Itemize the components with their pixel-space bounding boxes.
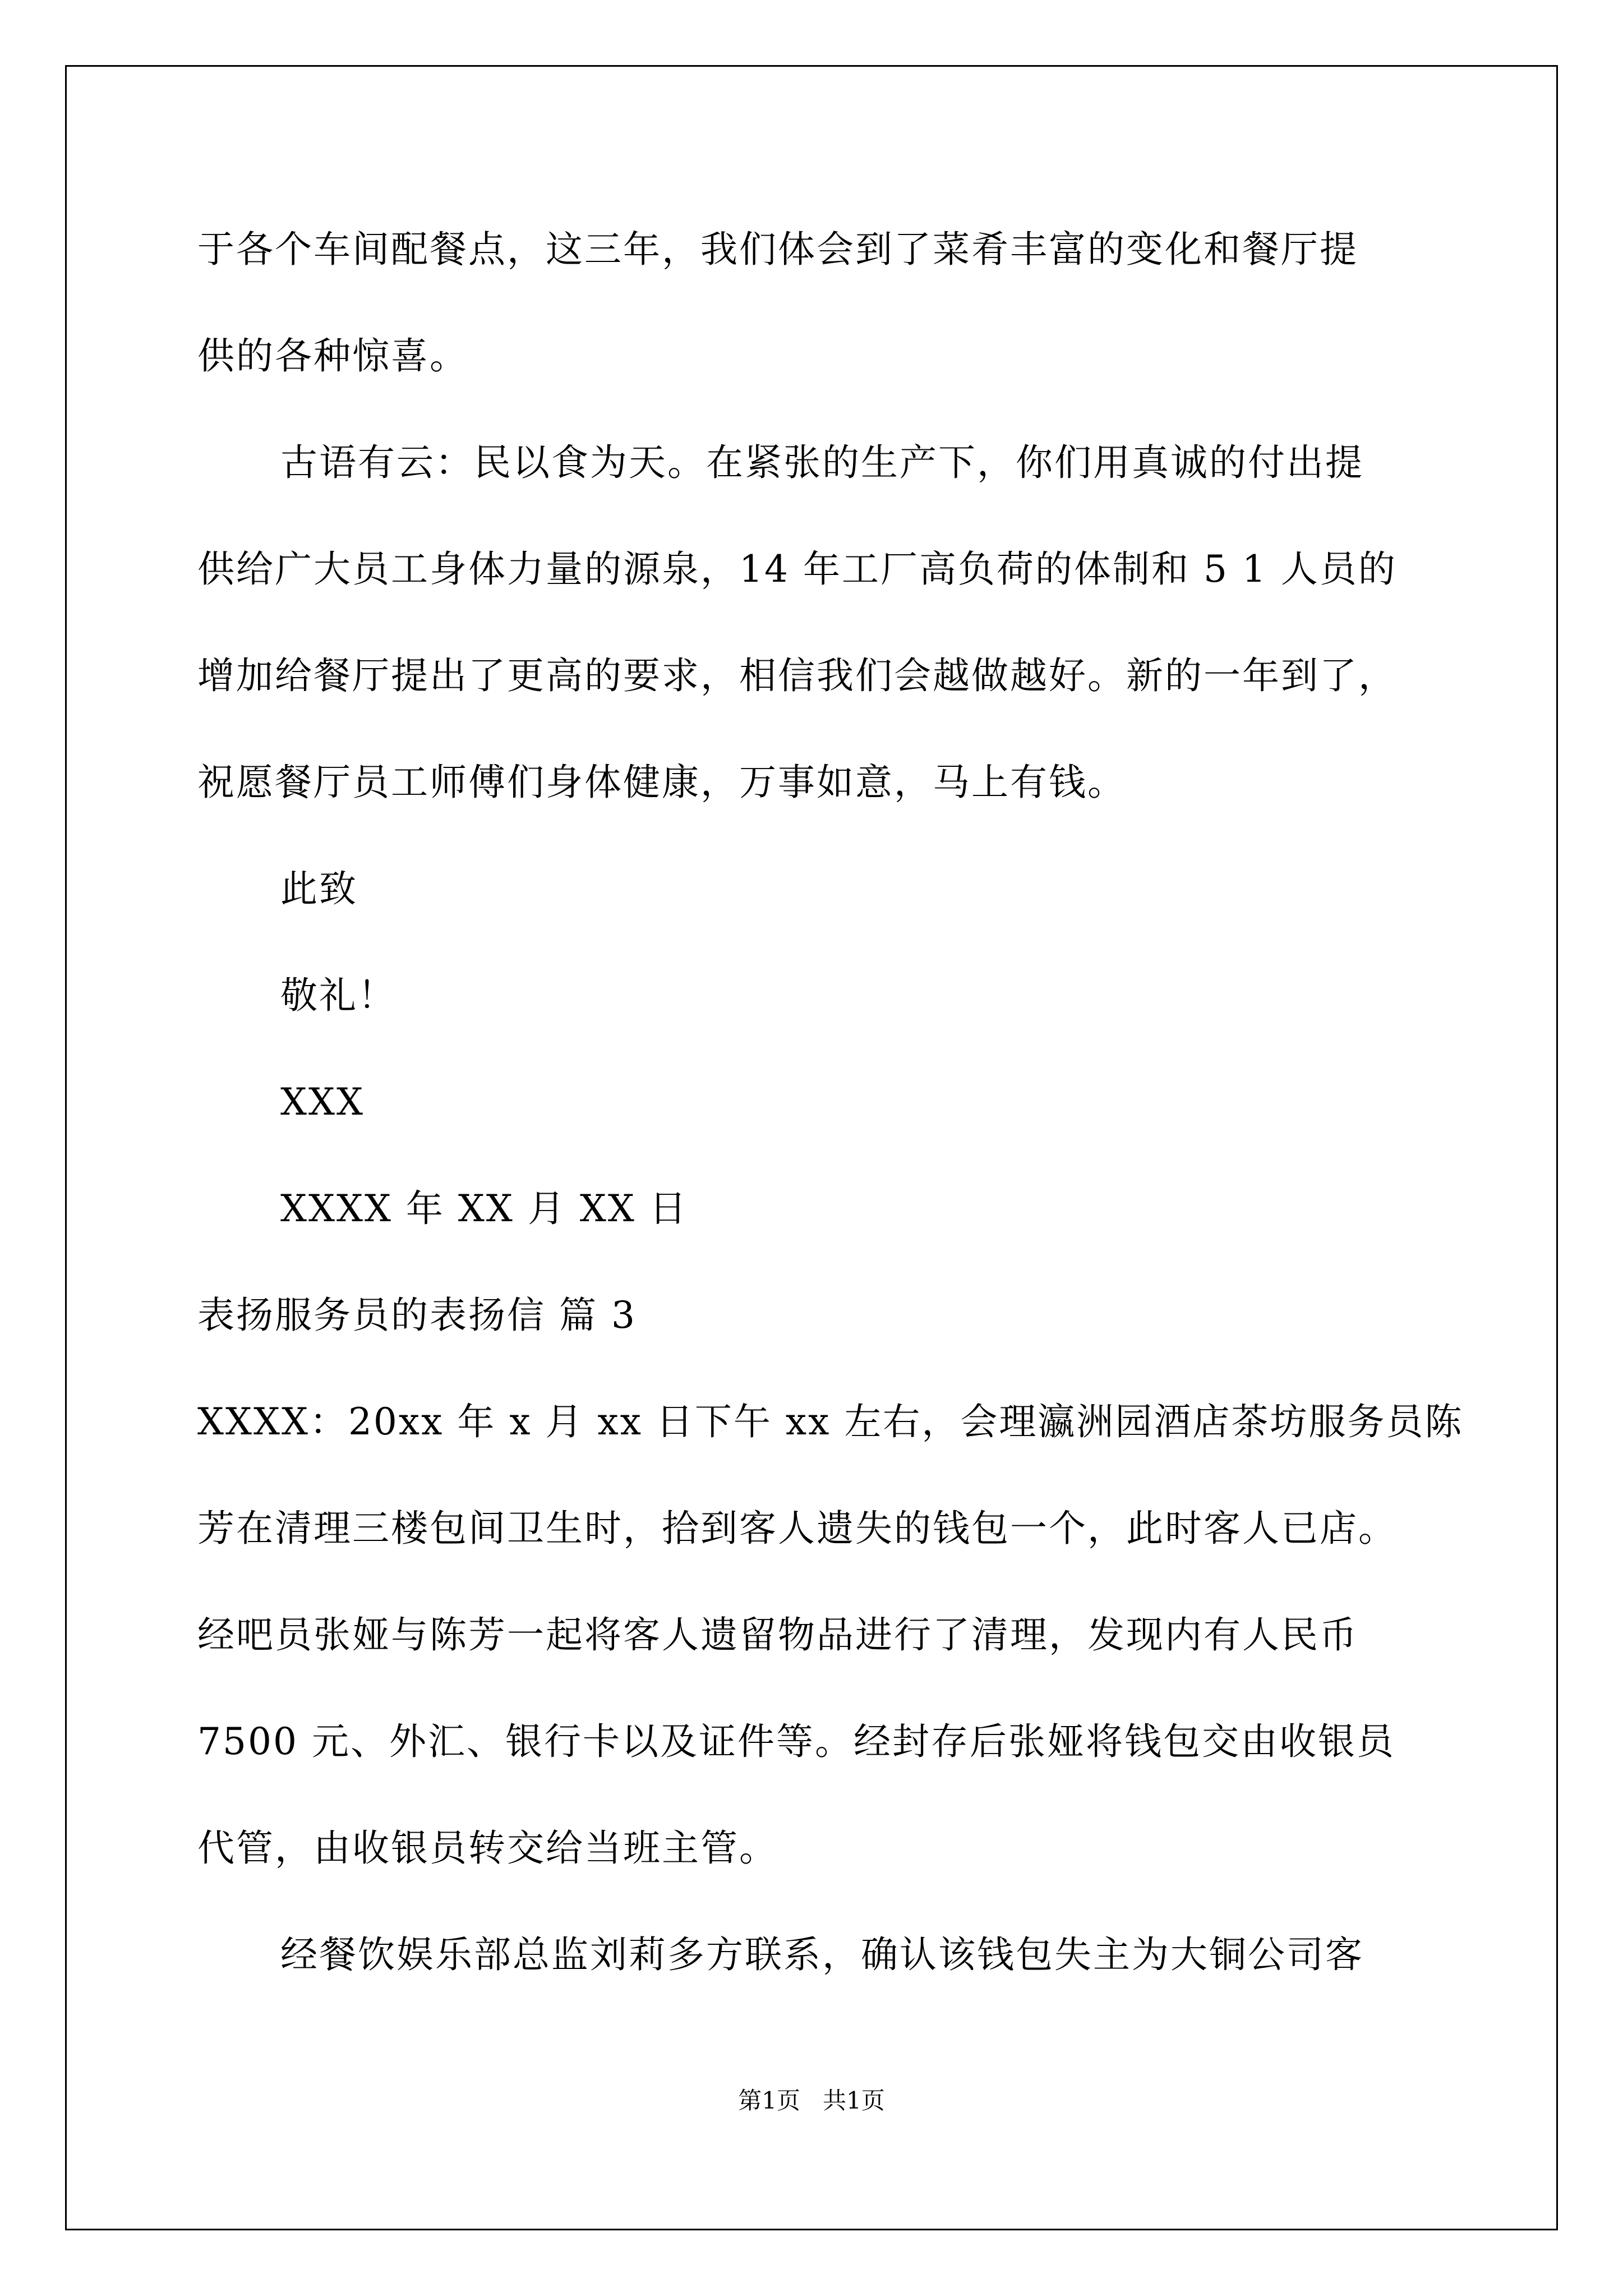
text-line: 芳在清理三楼包间卫生时，拾到客人遗失的钱包一个，此时客人已店。 — [197, 1507, 1397, 1550]
text-line: 于各个车间配餐点，这三年，我们体会到了菜肴丰富的变化和餐厅提 — [197, 228, 1358, 271]
page-border — [65, 65, 1558, 2230]
closing-salutation: 此致 — [280, 867, 358, 910]
text-line: 增加给餐厅提出了更高的要求，相信我们会越做越好。新的一年到了， — [197, 654, 1397, 697]
closing-regards: 敬礼！ — [280, 974, 396, 1017]
text-line: 供给广大员工身体力量的源泉，14 年工厂高负荷的体制和 5 1 人员的 — [197, 547, 1397, 591]
paragraph-start-line: 经餐饮娱乐部总监刘莉多方联系，确认该钱包失主为大铜公司客 — [280, 1933, 1364, 1976]
text-line: 7500 元、外汇、银行卡以及证件等。经封存后张娅将钱包交由收银员 — [197, 1720, 1395, 1763]
text-line: XXXX：20xx 年 x 月 xx 日下午 xx 左右，会理瀛洲园酒店茶坊服务员陈 — [197, 1400, 1464, 1443]
text-line: 祝愿餐厅员工师傅们身体健康，万事如意，马上有钱。 — [197, 761, 1126, 804]
section-heading: 表扬服务员的表扬信 篇 3 — [197, 1294, 637, 1337]
text-line: 代管，由收银员转交给当班主管。 — [197, 1826, 778, 1870]
paragraph-start-line: 古语有云：民以食为天。在紧张的生产下，你们用真诚的付出提 — [280, 441, 1364, 484]
page-footer: 第1页 共1页 — [738, 2087, 885, 2114]
text-line: 经吧员张娅与陈芳一起将客人遗留物品进行了清理，发现内有人民币 — [197, 1613, 1358, 1657]
signature-name: XXX — [280, 1080, 365, 1124]
text-line: 供的各种惊喜。 — [197, 334, 468, 378]
signature-date: XXXX 年 XX 月 XX 日 — [280, 1187, 688, 1230]
